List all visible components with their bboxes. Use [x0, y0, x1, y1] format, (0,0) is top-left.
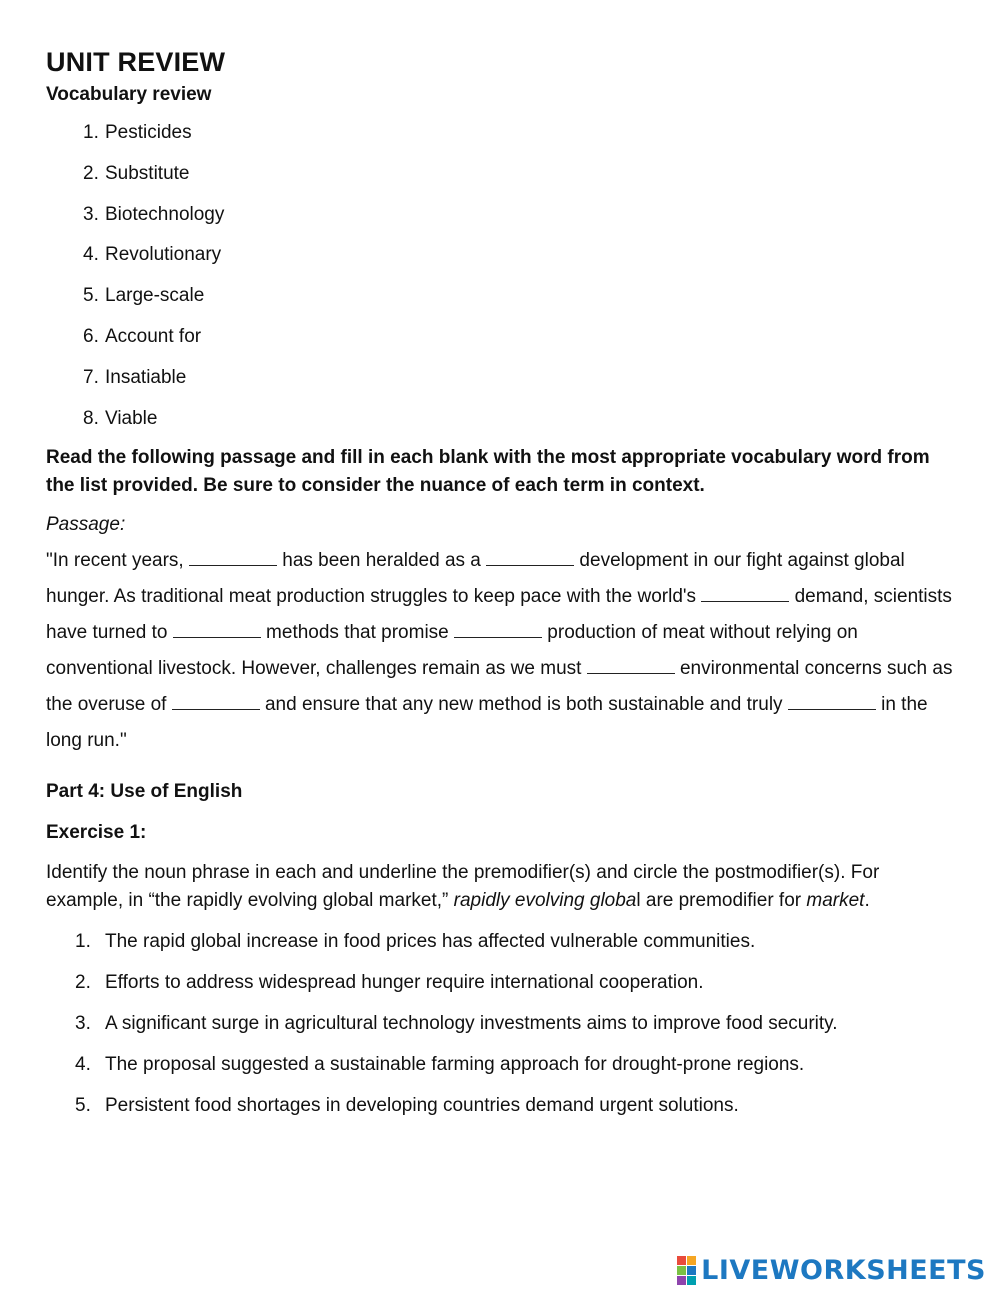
- worksheet-page: [46, 44, 956, 1133]
- blank-4[interactable]: [173, 619, 261, 638]
- vocab-item: 2. Substitute: [83, 162, 190, 184]
- blank-1[interactable]: [189, 547, 277, 566]
- liveworksheets-logo: [677, 1255, 986, 1286]
- vocab-item: 1. Pesticides: [83, 122, 192, 143]
- blank-5[interactable]: [454, 619, 542, 638]
- exercise-sentence-list: [46, 928, 956, 1120]
- vocab-item: 7. Insatiable: [83, 366, 187, 388]
- vocab-item: 4. Revolutionary: [83, 244, 222, 266]
- vocab-item: 5. Large-scale: [83, 285, 205, 307]
- passage-label: Passage:: [46, 514, 126, 536]
- part-heading: Part 4: Use of English: [46, 781, 243, 803]
- passage-text: "In recent years, has been heralded as a development in our fight against global hunger. As traditional meat production struggles to keep pace with the world's demand, scientists have turned to methods that promise production of meat without relying on conventional livestock. However, challenges remain as we must environmental concerns such as the overuse of and ensure that any new method is both sustainable and truly in the long run.": [46, 543, 956, 759]
- exercise-sentence: 2. Efforts to address widespread hunger require international cooperation.: [75, 972, 704, 994]
- page-title: UNIT REVIEW: [46, 47, 226, 77]
- vocab-item: 6. Account for: [83, 325, 202, 347]
- vocab-item: 8. Viable: [83, 407, 158, 429]
- exercise-sentence: 1. The rapid global increase in food prices has affected vulnerable communities.: [75, 931, 756, 953]
- logo-blocks-icon: [677, 1256, 696, 1285]
- exercise-sentence: 4. The proposal suggested a sustainable farming approach for drought-prone regions.: [75, 1054, 805, 1076]
- vocabulary-list: [46, 120, 956, 432]
- logo-text: LIVEWORKSHEETS: [701, 1255, 986, 1286]
- blank-7[interactable]: [172, 691, 260, 710]
- exercise-heading: Exercise 1:: [46, 822, 147, 844]
- blank-6[interactable]: [587, 655, 675, 674]
- exercise-sentence: 5. Persistent food shortages in developing countries demand urgent solutions.: [75, 1095, 739, 1117]
- vocabulary-heading: Vocabulary review: [46, 84, 212, 105]
- passage-instruction: Read the following passage and fill in each blank with the most appropriate vocabulary word from the list provided. Be sure to consider the nuance of each term in context.: [46, 447, 930, 497]
- blank-2[interactable]: [486, 547, 574, 566]
- exercise-instructions: Identify the noun phrase in each and underline the premodifier(s) and circle the postmodifier(s). For example, in “the rapidly evolving global market,” rapidly evolving global are premodifier for market.: [46, 862, 880, 912]
- blank-8[interactable]: [788, 691, 876, 710]
- blank-3[interactable]: [701, 583, 789, 602]
- exercise-sentence: 3. A significant surge in agricultural technology investments aims to improve food security.: [75, 1013, 838, 1035]
- vocab-item: 3. Biotechnology: [83, 203, 225, 225]
